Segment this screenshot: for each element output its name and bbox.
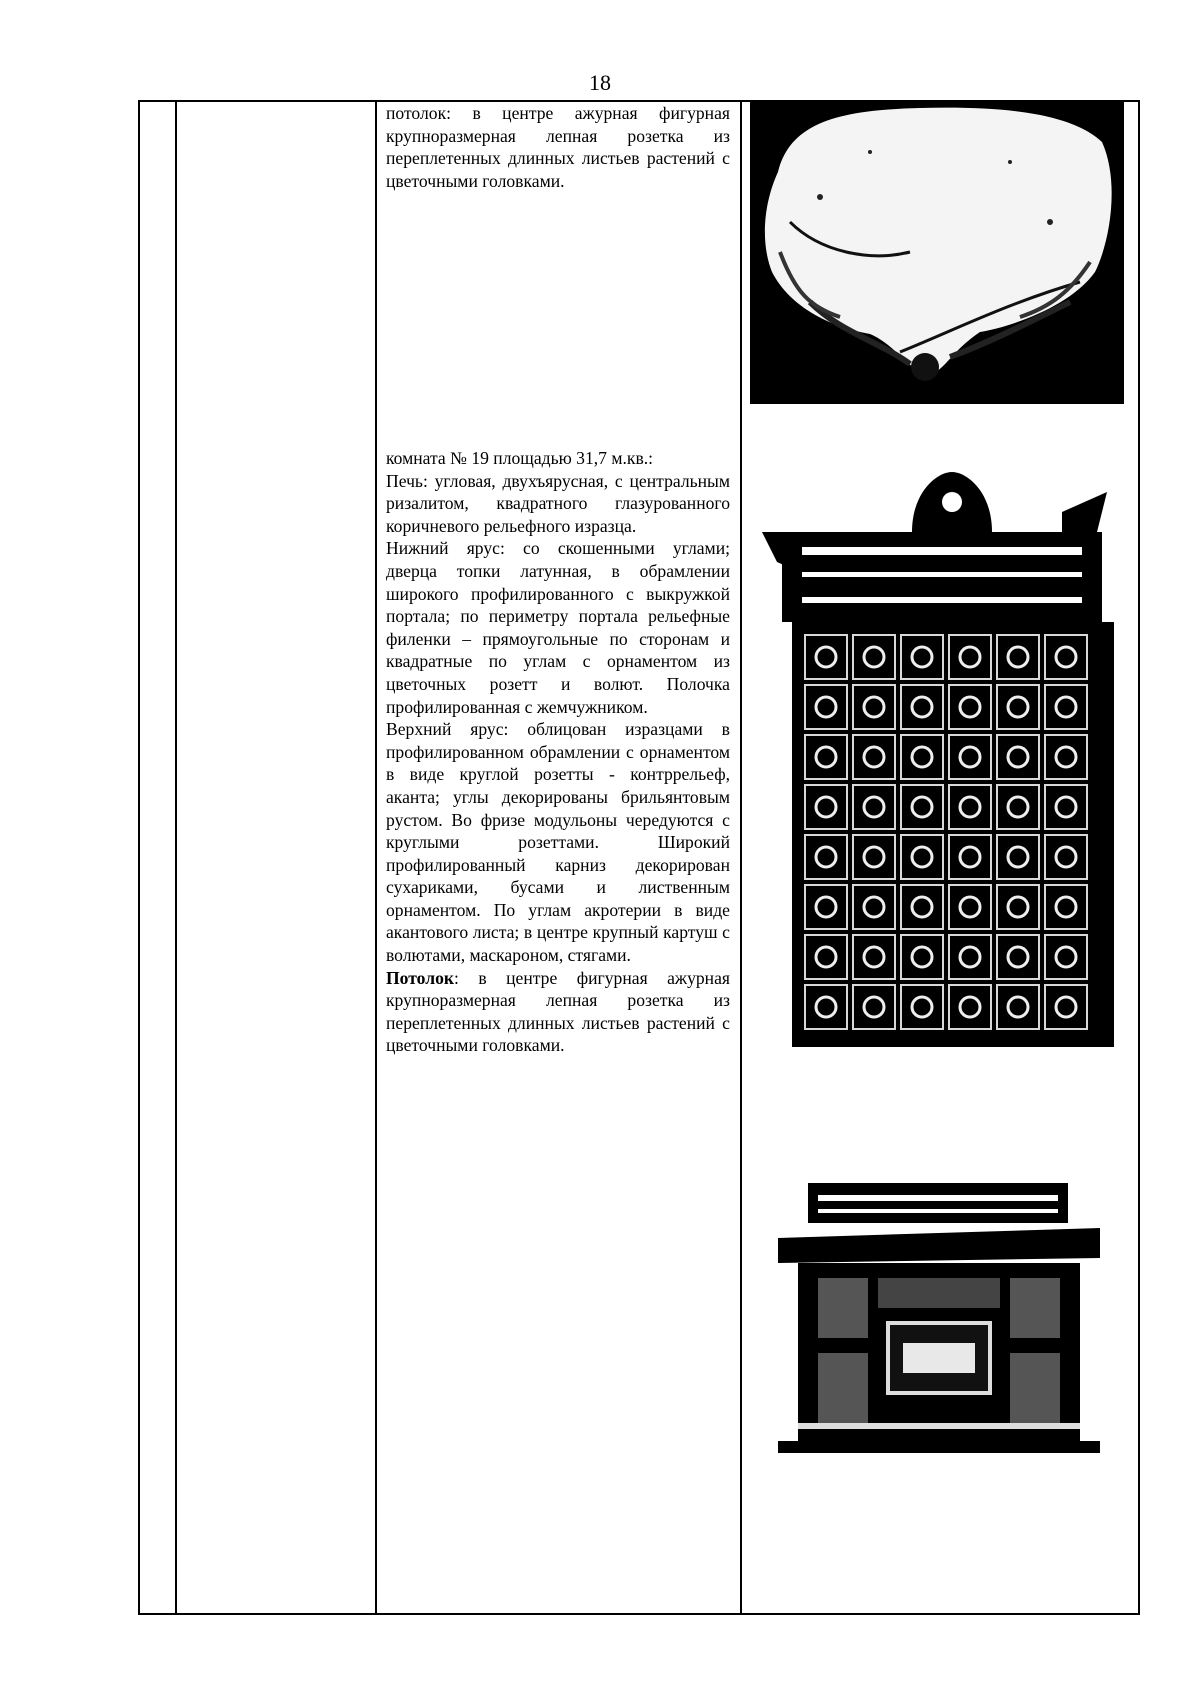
paragraph-lower-tier: Нижний ярус: со скошенными углами; дверца топки латунная, в обрамлении широкого профилированного с выкружкой портала; по периметру портала рельефные филенки – прямоугольные по сторонам и квадратные по углам с орнаментом из цветочных розетт и волют. Полочка профилированная с жемчужником. bbox=[386, 538, 730, 717]
stove-portal-photo bbox=[778, 1183, 1100, 1453]
paragraph: потолок: в центре ажурная фигурная крупноразмерная лепная розетка из переплетенных длинных листьев растений с цветочными головками. bbox=[386, 103, 730, 191]
paragraph-ceiling bbox=[386, 967, 730, 1057]
column-divider-3 bbox=[740, 102, 742, 1613]
description-block-room-19 bbox=[386, 447, 730, 1057]
page-number: 18 bbox=[589, 70, 611, 95]
column-divider-2 bbox=[375, 102, 377, 1613]
column-divider-1 bbox=[175, 102, 177, 1613]
stove-portal-icon bbox=[778, 1183, 1100, 1453]
tiled-stove-icon bbox=[762, 472, 1114, 1047]
stove-label: Печь: bbox=[386, 470, 428, 491]
ceiling-text: : в центре фигурная ажурная крупноразмерная лепная розетка из переплетенных длинных листьев растений с цветочными головками. bbox=[386, 967, 730, 1056]
description-block-ceiling bbox=[386, 102, 730, 192]
paragraph-upper-tier: Верхний ярус: облицован изразцами в профилированном обрамлении с орнаментом в виде круглой розетты - контррельеф, аканта; углы декорированы брильянтовым рустом. Во фризе модульоны чередуются с круглыми розеттами. Широкий профилированный карниз декорирован сухариками, бусами и лиственным орнаментом. По углам акротерии в виде акантового листа; в центре крупный картуш с волютами, маскароном, стягами. bbox=[386, 719, 730, 966]
room-heading: комната № 19 площадью 31,7 м.кв.: bbox=[386, 448, 654, 468]
paragraph-stove bbox=[386, 470, 730, 538]
stove-text: угловая, двухъярусная, с центральным ризалитом, квадратного глазурованного коричневого рельефного изразца. bbox=[386, 470, 730, 536]
ceiling-rosette-icon bbox=[750, 102, 1124, 404]
ceiling-label: Потолок bbox=[386, 967, 455, 988]
ceiling-rosette-photo bbox=[750, 102, 1124, 404]
tiled-stove-photo bbox=[762, 472, 1114, 1047]
